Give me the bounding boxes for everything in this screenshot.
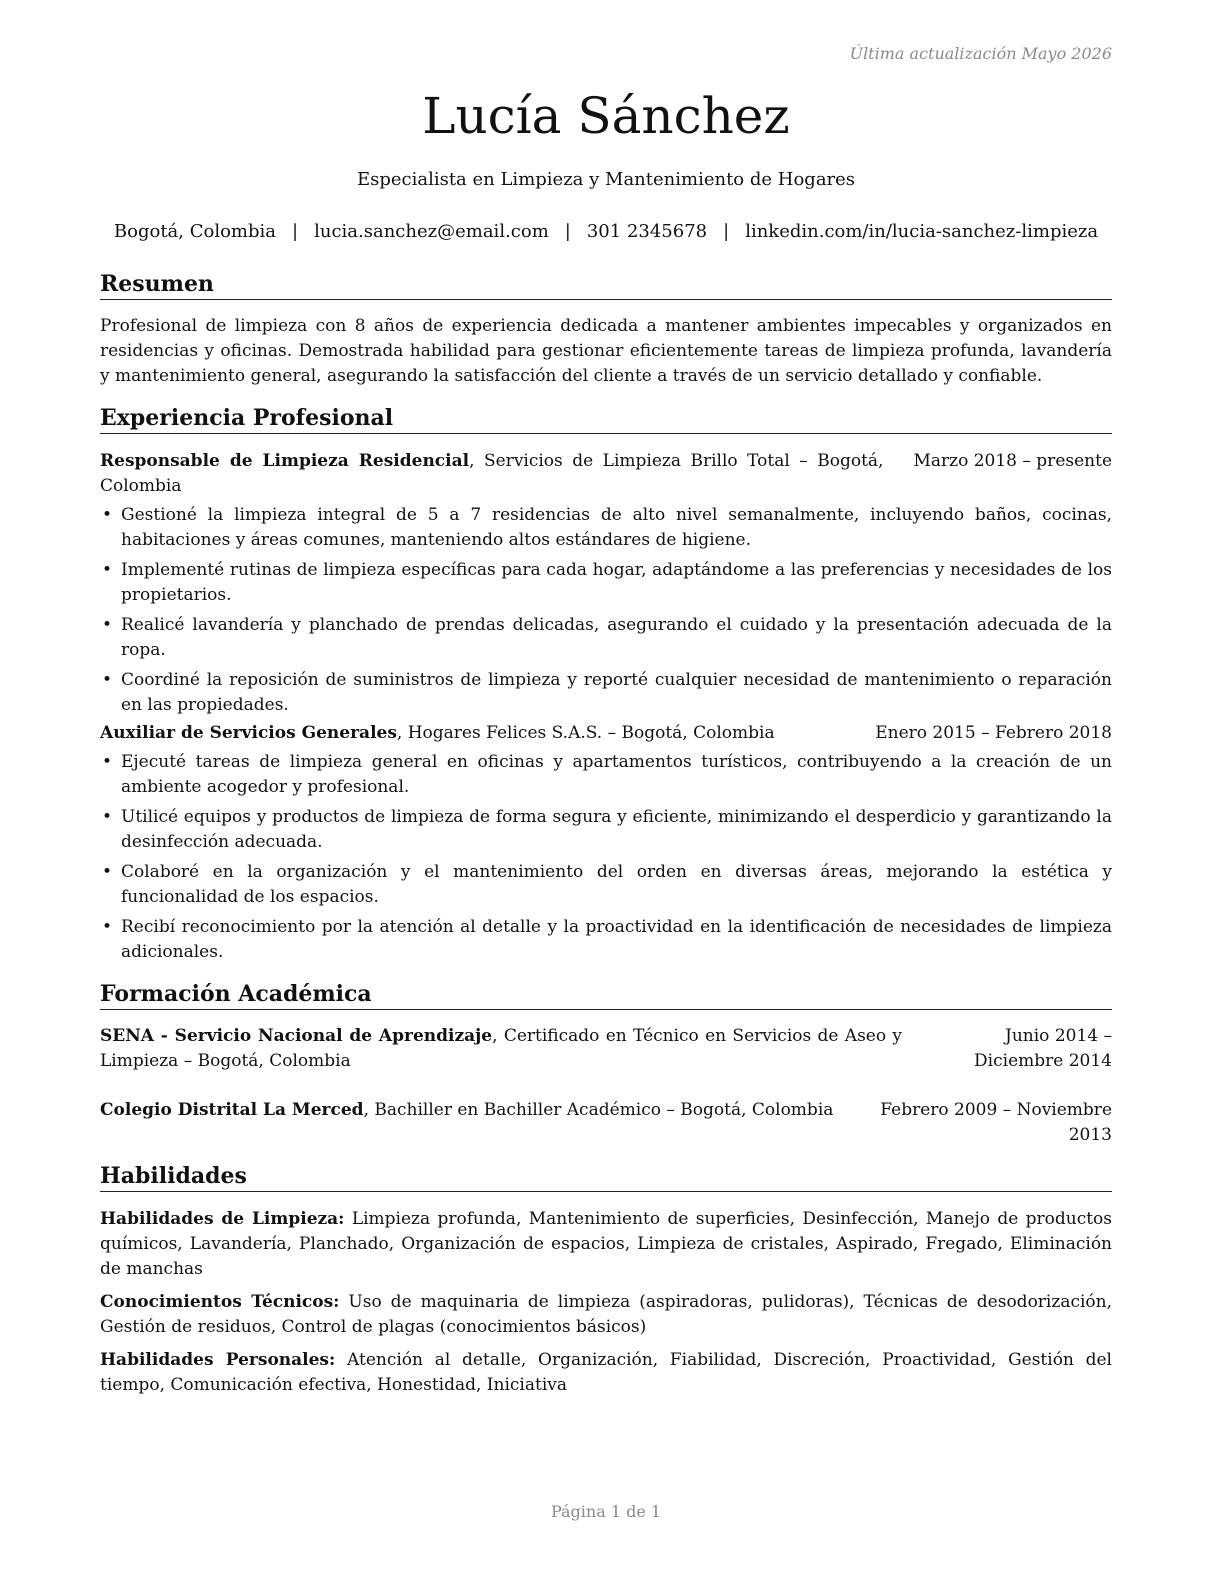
job-role: Responsable de Limpieza Residencial (100, 451, 470, 471)
skill-label: Habilidades Personales: (100, 1350, 336, 1370)
job-dates: Enero 2015 – Febrero 2018 (875, 723, 1112, 743)
contact-email[interactable]: lucia.sanchez@email.com (314, 221, 549, 242)
education-detail: , Bachiller en Bachiller Académico – Bogotá, Colombia (363, 1100, 834, 1120)
bullet-icon: • (102, 807, 113, 827)
job-header (100, 449, 1112, 499)
section-heading-summary: Resumen (100, 270, 1112, 300)
education-header (100, 1098, 1112, 1148)
job-company: , Hogares Felices S.A.S. – Bogotá, Colombia (396, 723, 775, 743)
skill-group (100, 1207, 1112, 1282)
list-item: • Realicé lavandería y planchado de prendas delicadas, asegurando el cuidado y la presentación adecuada de la ropa. (102, 615, 1112, 660)
job-bullets (100, 750, 1112, 965)
skill-text: Atención al detalle, Organización, Fiabilidad, Discreción, Proactividad, Gestión del tiempo, Comunicación efectiva, Honestidad, Iniciativa (100, 1350, 1112, 1395)
skill-label: Conocimientos Técnicos: (100, 1292, 340, 1312)
contact-separator: | (564, 221, 571, 242)
skill-group (100, 1290, 1112, 1340)
job-entry (100, 721, 1112, 970)
education-entry (100, 1098, 1112, 1148)
summary-text: Profesional de limpieza con 8 años de experiencia dedicada a mantener ambientes impecables y organizados en residencias y oficinas. Demostrada habilidad para gestionar eficientemente tareas de limpieza profunda, lavandería y mantenimiento general, asegurando la satisfacción del cliente a través de un servicio detallado y confiable. (100, 316, 1112, 386)
education-institution: Colegio Distrital La Merced (100, 1100, 364, 1120)
contact-line (100, 220, 1112, 244)
bullet-icon: • (102, 505, 113, 525)
section-heading-education: Formación Académica (100, 980, 1112, 1010)
contact-separator: | (292, 221, 299, 242)
last-updated: Última actualización Mayo 2026 (849, 44, 1112, 63)
education-dates: Junio 2014 – Diciembre 2014 (974, 1026, 1112, 1071)
bullet-icon: • (102, 560, 113, 580)
education-title-line (100, 1024, 932, 1074)
list-item: • Coordiné la reposición de suministros de limpieza y reporté cualquier necesidad de mantenimiento o reparación en las propiedades. (102, 670, 1112, 715)
job-entry (100, 449, 1112, 723)
bullet-icon: • (102, 670, 113, 690)
bullet-icon: • (102, 862, 113, 882)
education-entry (100, 1024, 1112, 1074)
job-role: Auxiliar de Servicios Generales (100, 723, 397, 743)
candidate-name: Lucía Sánchez (422, 87, 790, 145)
list-item: • Recibí reconocimiento por la atención al detalle y la proactividad en la identificación de necesidades de limpieza adicionales. (102, 917, 1112, 962)
skill-label: Habilidades de Limpieza: (100, 1209, 345, 1229)
job-title-line (100, 721, 875, 746)
job-header (100, 721, 1112, 746)
education-detail: , Certificado en Técnico en Servicios de Aseo y Limpieza – Bogotá, Colombia (100, 1026, 902, 1071)
contact-location: Bogotá, Colombia (113, 221, 277, 242)
job-bullets (100, 503, 1112, 718)
skill-text: Limpieza profunda, Mantenimiento de superficies, Desinfección, Manejo de productos químicos, Lavandería, Planchado, Organización de espacios, Limpieza de cristales, Aspirado, Fregado, Eliminación de manchas (100, 1209, 1113, 1279)
list-item: • Colaboré en la organización y el mantenimiento del orden en diversas áreas, mejorando la estética y funcionalidad de los espacios. (102, 862, 1112, 907)
bullet-icon: • (102, 917, 113, 937)
job-title-line (100, 449, 913, 499)
section-heading-skills: Habilidades (100, 1162, 1112, 1192)
list-item: • Utilicé equipos y productos de limpieza de forma segura y eficiente, minimizando el desperdicio y garantizando la desinfección adecuada. (102, 807, 1112, 852)
skill-group (100, 1348, 1112, 1398)
education-title-line (100, 1098, 872, 1123)
candidate-title: Especialista en Limpieza y Mantenimiento de Hogares (356, 169, 856, 190)
section-heading-experience: Experiencia Profesional (100, 404, 1112, 434)
list-item: • Implementé rutinas de limpieza específicas para cada hogar, adaptándome a las preferencias y necesidades de los propietarios. (102, 560, 1112, 605)
resume-page (100, 0, 1112, 1584)
contact-separator: | (723, 221, 730, 242)
list-item: • Ejecuté tareas de limpieza general en oficinas y apartamentos turísticos, contribuyendo a la creación de un ambiente acogedor y profesional. (102, 752, 1112, 797)
job-dates: Marzo 2018 – presente (913, 451, 1112, 471)
contact-phone: 301 2345678 (586, 221, 708, 242)
list-item: • Gestioné la limpieza integral de 5 a 7 residencias de alto nivel semanalmente, incluyendo baños, cocinas, habitaciones y áreas comunes, manteniendo altos estándares de higiene. (102, 505, 1112, 550)
job-company: , Servicios de Limpieza Brillo Total – Bogotá, Colombia (100, 451, 884, 496)
education-institution: SENA - Servicio Nacional de Aprendizaje (100, 1026, 493, 1046)
education-dates: Febrero 2009 – Noviembre 2013 (880, 1100, 1112, 1145)
bullet-icon: • (102, 752, 113, 772)
skills-list (100, 1207, 1112, 1406)
contact-linkedin[interactable]: linkedin.com/in/lucia-sanchez-limpieza (745, 221, 1099, 242)
bullet-icon: • (102, 615, 113, 635)
skill-text: Uso de maquinaria de limpieza (aspiradoras, pulidoras), Técnicas de desodorización, Gestión de residuos, Control de plagas (conocimientos básicos) (100, 1292, 1113, 1337)
education-header (100, 1024, 1112, 1074)
page-number: Página 1 de 1 (550, 1502, 662, 1521)
